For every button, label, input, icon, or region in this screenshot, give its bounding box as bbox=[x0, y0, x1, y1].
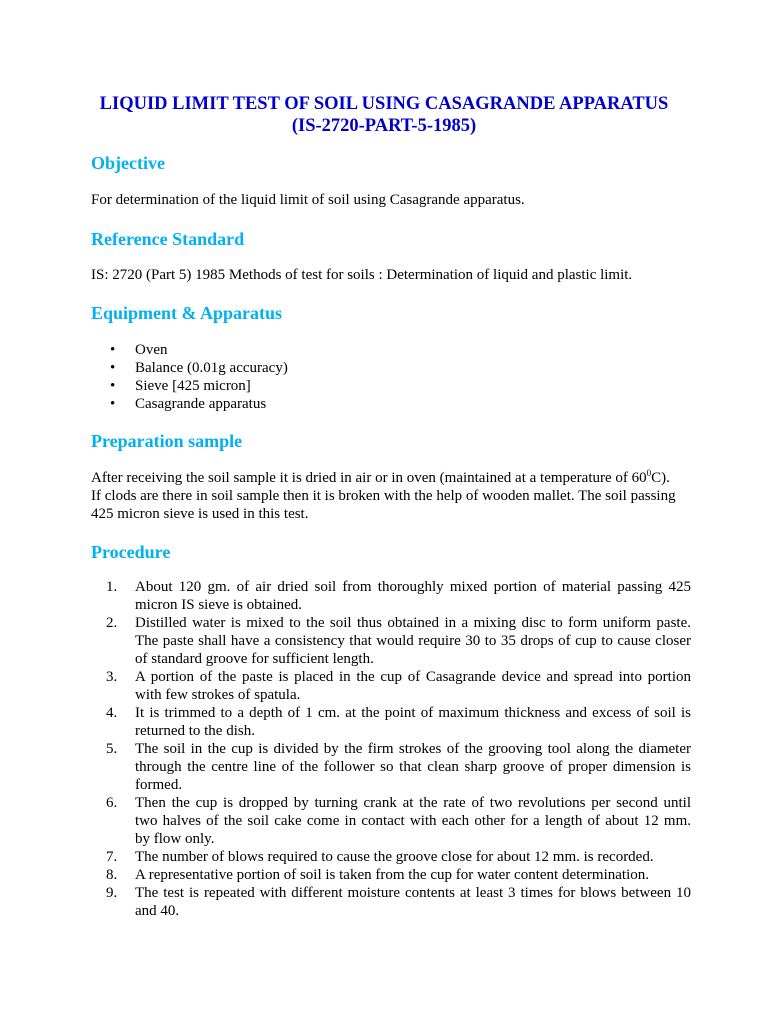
procedure-steps-list bbox=[91, 578, 691, 920]
step-number: 7. bbox=[106, 849, 118, 865]
step-text-line: micron IS sieve is obtained. bbox=[135, 597, 303, 613]
procedure-step bbox=[91, 668, 691, 704]
step-text-line: The paste shall have a consistency that would require 30 to 35 drops of cup to cause closer bbox=[135, 633, 691, 649]
step-text-line: Distilled water is mixed to the soil thus obtained in a mixing disc to form uniform paste. bbox=[135, 615, 691, 631]
step-text-line: It is trimmed to a depth of 1 cm. at the point of maximum thickness and excess of soil is bbox=[135, 705, 691, 721]
heading-reference-standard: Reference Standard bbox=[91, 229, 245, 249]
step-number: 9. bbox=[106, 885, 118, 901]
preparation-text-line: 425 micron sieve is used in this test. bbox=[91, 506, 309, 522]
step-text-line: A representative portion of soil is taken from the cup for water content determination. bbox=[135, 867, 650, 883]
equipment-item-label: Oven bbox=[135, 342, 168, 358]
objective-text: For determination of the liquid limit of soil using Casagrande apparatus. bbox=[91, 192, 525, 208]
step-text-line: through the centre line of the follower so that clean sharp groove of proper dimension is bbox=[135, 759, 691, 775]
step-text-line: by flow only. bbox=[135, 831, 215, 847]
step-text-line: Then the cup is dropped by turning crank at the rate of two revolutions per second until bbox=[135, 795, 691, 811]
bullet-icon: • bbox=[110, 360, 116, 376]
step-text-line: The number of blows required to cause the groove close for about 12 mm. is recorded. bbox=[135, 849, 654, 865]
procedure-step bbox=[91, 884, 691, 920]
document-title: LIQUID LIMIT TEST OF SOIL USING CASAGRANDE APPARATUS bbox=[99, 94, 669, 114]
reference-text: IS: 2720 (Part 5) 1985 Methods of test for soils : Determination of liquid and plastic limit. bbox=[91, 267, 633, 283]
procedure-step bbox=[91, 578, 691, 614]
document-standard-code: (IS-2720-PART-5-1985) bbox=[291, 116, 477, 136]
preparation-text-line: If clods are there in soil sample then it is broken with the help of wooden mallet. The soil passing bbox=[91, 488, 676, 504]
procedure-step bbox=[91, 794, 691, 848]
heading-procedure: Procedure bbox=[91, 542, 171, 562]
procedure-step bbox=[91, 866, 691, 884]
equipment-item bbox=[91, 359, 288, 377]
step-text-line: formed. bbox=[135, 777, 183, 793]
step-text-line: The soil in the cup is divided by the firm strokes of the grooving tool along the diameter bbox=[135, 741, 691, 757]
equipment-item bbox=[91, 395, 288, 413]
equipment-item bbox=[91, 341, 288, 359]
procedure-step bbox=[91, 848, 691, 866]
heading-preparation-sample: Preparation sample bbox=[91, 431, 243, 451]
step-text-line: returned to the dish. bbox=[135, 723, 255, 739]
procedure-step bbox=[91, 740, 691, 794]
bullet-icon: • bbox=[110, 342, 116, 358]
degree-superscript: 0 bbox=[646, 468, 652, 478]
step-number: 2. bbox=[106, 615, 118, 631]
preparation-text-segment: After receiving the soil sample it is dried in air or in oven (maintained at a temperature of 60 bbox=[91, 470, 647, 486]
procedure-step bbox=[91, 614, 691, 668]
heading-objective: Objective bbox=[91, 153, 165, 173]
heading-equipment: Equipment & Apparatus bbox=[91, 303, 283, 323]
step-number: 3. bbox=[106, 669, 118, 685]
equipment-list bbox=[91, 341, 288, 413]
equipment-item bbox=[91, 377, 288, 395]
step-text-line: two halves of the soil cake come in contact with each other for a length of about 12 mm. bbox=[135, 813, 691, 829]
step-number: 6. bbox=[106, 795, 118, 811]
step-text-line: with few strokes of spatula. bbox=[135, 687, 301, 703]
preparation-text-segment: C). bbox=[651, 470, 670, 486]
step-text-line: The test is repeated with different moisture contents at least 3 times for blows between 10 bbox=[135, 885, 691, 901]
procedure-step bbox=[91, 704, 691, 740]
step-number: 4. bbox=[106, 705, 118, 721]
bullet-icon: • bbox=[110, 378, 116, 394]
equipment-item-label: Balance (0.01g accuracy) bbox=[135, 360, 288, 376]
equipment-item-label: Sieve [425 micron] bbox=[135, 378, 251, 394]
step-number: 8. bbox=[106, 867, 118, 883]
step-number: 5. bbox=[106, 741, 118, 757]
step-text-line: About 120 gm. of air dried soil from thoroughly mixed portion of material passing 425 bbox=[135, 579, 691, 595]
step-number: 1. bbox=[106, 579, 118, 595]
step-text-line: A portion of the paste is placed in the cup of Casagrande device and spread into portion bbox=[135, 669, 691, 685]
bullet-icon: • bbox=[110, 396, 116, 412]
equipment-item-label: Casagrande apparatus bbox=[135, 396, 267, 412]
step-text-line: of standard groove for sufficient length. bbox=[135, 651, 374, 667]
preparation-text-line bbox=[91, 469, 670, 487]
step-text-line: and 40. bbox=[135, 903, 180, 919]
